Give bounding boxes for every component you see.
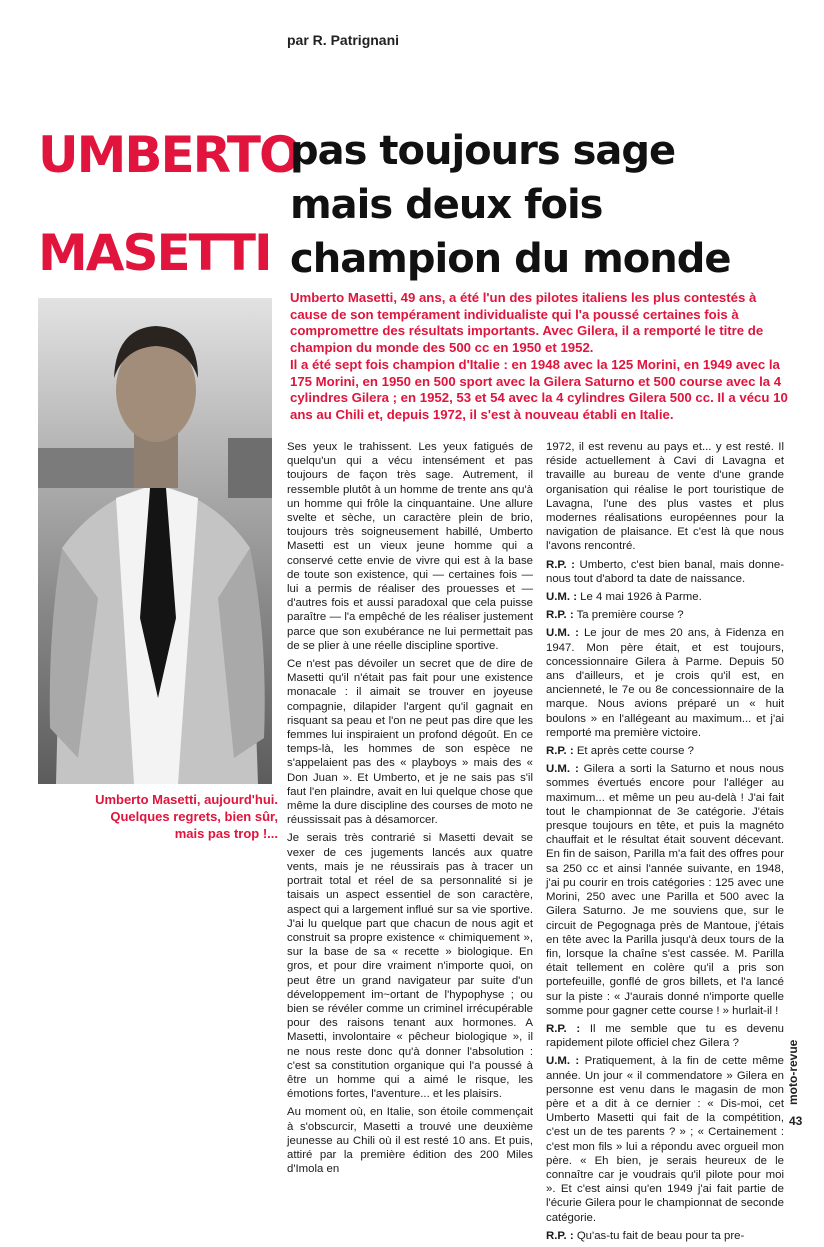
subject-name-line-2: MASETTI [38, 224, 271, 282]
interview-paragraph [546, 558, 784, 586]
interview-text: Et après cette course ? [573, 745, 694, 758]
interview-text: 1972, il est revenu au pays et... y est resté. Il réside actuellement à Cavi di Lavagna et travaille au bureau de vente d'une grande organisation qui réalise le port touristique de Lavagna, l'une des plus vastes et plus modernes réalisations européennes pour la navigation de plaisance. Et c'est là que nous l'avons rencontré. [546, 441, 784, 553]
speaker-label: R.P. : [546, 609, 574, 622]
speaker-label: U.M. : [546, 763, 579, 776]
interview-text: Le 4 mai 1926 à Parme. [577, 591, 702, 604]
interview-paragraph [546, 626, 784, 740]
interview-text: Gilera a sorti la Saturno et nous nous sommes évertués encore pour l'alléger au maximum... et même un peu au-delà ! J'ai fait tout le championnat de 3e catégorie. J'étais presque toujours en tête, et puis la magnéto chauffait et le résultat était souvent décevant. En fin de saison, Parilla m'a fait des offres pour sa 250 cc et ainsi l'année suivante, en 1948, j'ai pu courir en trois catégories : 125 avec une Morini, 250 avec une Parilla et 500 avec la Gilera Saturno. Je me souviens que, sur le circuit de Pegognaga près de Mantoue, j'étais en tête avec la Parilla jusqu'à deux tours de la fin, lorsque la chaîne s'est cassée. M. Parilla était tellement en colère qu'il a pris son portefeuille, gonflé de gros billets, et l'a lancé sur la piste : « J'aurais donné n'importe quelle somme pour gagner cette course ! » hurlait-il ! [546, 763, 784, 1017]
interview-text: Il me semble que tu es devenu rapidement pilote officiel chez Gilera ? [546, 1022, 784, 1050]
article-paragraph: Je serais très contrarié si Masetti devait se vexer de ces jugements lancés aux quatre vents, mais je ne réussirais pas à tracer un portrait total et réel de sa personnalité si je taisais un aspect essentiel de son caractère, aspect qui a largement influé sur sa vie sportive. J'ai lu quelque part que chacun de nous agit et construit sa propre existence « chimiquement », sur la base de sa « recette » biologique. En gros, et pour dire vraiment n'importe quoi, on peut être un grand navigateur par suite d'un développement im~ortant de l'hypophyse ; ou bien se révéler comme un criminel irrécupérable pour des raisons tenant aux hormones. A Masetti, involontaire « pêcheur biologique », il ne nous reste donc qu'à donner l'absolution : c'est sa constitution organique qui l'a poussé à être un homme qui a aimé le risque, les émotions fortes, l'aventure... et les plaisirs. [287, 832, 533, 1101]
intro-text: Il a été sept fois champion d'Italie : en 1948 avec la 125 Morini, en 1949 avec la 175 Morini, en 1950 en 500 sport avec la Gilera Saturno et 500 course avec la 4 cylindres Gilera ; en 1952, 53 et 54 avec la 4 cylindres Gilera 500 cc. Il a vécu 10 ans au Chili et, depuis 1972, il s'est à nouveau établi en Italie. [290, 356, 788, 422]
interview-paragraph [546, 1022, 784, 1050]
interview-paragraph [546, 440, 784, 554]
intro-text: Umberto Masetti, 49 ans, a été l'un des pilotes italiens les plus contestés à cause de son tempérament individualiste qui l'a poussé certaines fois à compromettre des résultats importants. Avec Gilera, il a remporté le titre de champion du monde des 500 cc en 1950 et 1952. [290, 290, 764, 356]
intro-paragraph [290, 290, 790, 424]
caption-line: Quelques regrets, bien sûr, [110, 809, 278, 824]
article-paragraph: Au moment où, en Italie, son étoile commençait à s'obscurcir, Masetti a trouvé une deuxième jeunesse au Chili où il est resté 10 ans. Et puis, attiré par la première édition des 200 Miles d'Imola en [287, 1106, 533, 1176]
speaker-label: R.P. : [546, 1022, 581, 1035]
article-column-1 [287, 440, 533, 1180]
article-paragraph: Ce n'est pas dévoiler un secret que de dire de Masetti qu'il n'était pas fait pour une existence monacale : il aimait se trouver en joyeuse compagnie, dilapider l'argent qu'il gagnait en risquant sa peau et l'on ne peut pas dire que les femmes lui inspiraient un profond dégoût. En ce temps-là, les hommes de son espèce ne s'appelaient pas des « playboys » mais des « Don Juan ». Et Umberto, et je ne sais pas s'il faut l'en plaindre, avait en lui quelque chose que même la dure discipline des courses de moto ne réussissait pas à désamorcer. [287, 658, 533, 827]
speaker-label: U.M. : [546, 591, 578, 604]
interview-text: Pratiquement, à la fin de cette même année. Un jour « il commendatore » Gilera en personne est venu dans le magasin de mon père et a dit à ce dernier : « Dis-moi, cet Umberto Masetti qui fait de la compétition, c'est un de tes parents ? » ; « Certainement : c'est mon fils » lui a répondu avec orgueil mon père. « Eh bien, je serais heureux de le connaître car je voudrais qu'il pilote pour moi ». Et c'est ainsi qu'en 1949 j'ai fait partie de l'écurie Gilera pour le championnat de seconde catégorie. [546, 1055, 784, 1224]
interview-paragraph [546, 762, 784, 1018]
portrait-photo [38, 298, 272, 784]
photo-caption [38, 791, 278, 842]
headline-line-3: champion du monde [290, 236, 731, 282]
speaker-label: U.M. : [546, 1055, 580, 1068]
speaker-label: R.P. : [546, 745, 574, 758]
portrait-illustration [38, 298, 272, 784]
headline-line-1: pas toujours sage [290, 128, 676, 174]
headline-line-2: mais deux fois [290, 182, 603, 228]
interview-text: Qu'as-tu fait de beau pour ta pre- [573, 1229, 745, 1242]
interview-paragraph [546, 608, 784, 622]
caption-line: Umberto Masetti, aujourd'hui. [95, 792, 278, 807]
interview-paragraph [546, 1229, 784, 1243]
article-column-2 [546, 440, 784, 1247]
subject-name-line-1: UMBERTO [38, 126, 300, 184]
byline: par R. Patrignani [287, 32, 400, 48]
interview-text: Le jour de mes 20 ans, à Fidenza en 1947. Mon père était, et est toujours, concessionnaire Gilera à Parme. Depuis 50 ans d'ailleurs, et je crois qu'il est, en ancienneté, le 7e ou 8e concessionnaire de la marque. Nous avions préparé un « huit boulons » en l'allégeant au maximum... et j'ai remporté ma première victoire. [546, 627, 784, 739]
speaker-label: R.P. : [546, 558, 575, 571]
interview-paragraph [546, 590, 784, 604]
speaker-label: R.P. : [546, 1229, 574, 1242]
page-number: 43 [789, 1114, 803, 1128]
article-paragraph: Ses yeux le trahissent. Les yeux fatigués de quelqu'un qui a vécu intensément et pas toujours de façon très sage. Autrement, il ressemble plutôt à un homme de trente ans qu'à un homme qui frôle la cinquantaine. Une allure svelte et sèche, un caractère plein de brio, toujours très soigneusement habillé, Umberto Masetti est un vieux jeune homme qui a conservé cette envie de vivre qui est à la base de toute son existence, qui — certaines fois — lui a permis de réaliser des prouesses et — d'autres fois et aussi paradoxal que cela puisse paraître — l'a empêché de les réaliser justement parce que son exubérance ne lui permettait pas de se plier à une réelle discipline sportive. [287, 441, 533, 652]
speaker-label: U.M. : [546, 627, 579, 640]
magazine-name: moto-revue [786, 1039, 800, 1105]
interview-paragraph [546, 744, 784, 758]
caption-line: mais pas trop !... [174, 826, 278, 841]
interview-text: Ta première course ? [573, 609, 684, 622]
interview-text: Umberto, c'est bien banal, mais donne-nous tout d'abord ta date de naissance. [546, 558, 784, 585]
